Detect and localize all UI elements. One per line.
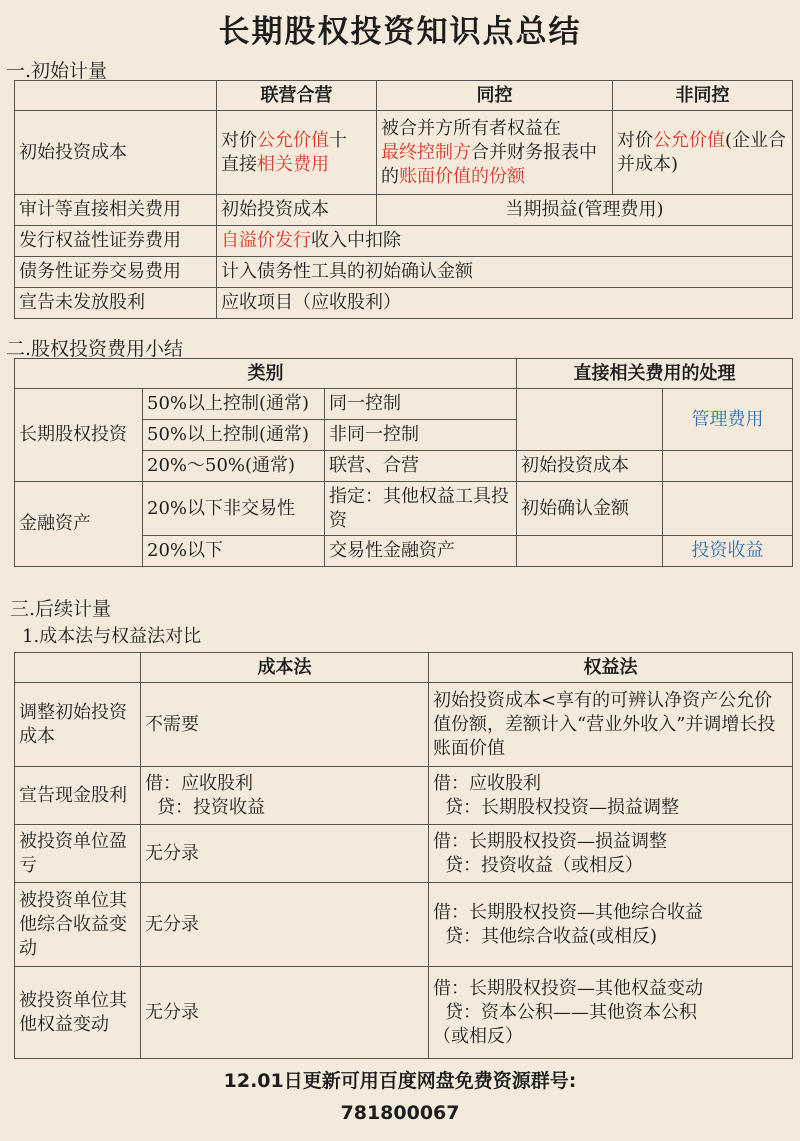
type-cell: 联营、合营 xyxy=(325,451,517,482)
header-cost-method: 成本法 xyxy=(141,653,429,683)
section1-heading: 一.初始计量 xyxy=(6,60,108,82)
cost-cell: 无分录 xyxy=(141,967,429,1059)
treat-mgmt-fee: 管理费用 xyxy=(663,389,793,451)
range-cell: 20%～50%(通常) xyxy=(143,451,325,482)
row-audit-label: 审计等直接相关费用 xyxy=(15,195,217,226)
footer-group-number: 781800067 xyxy=(340,1102,460,1124)
cell-audit-other: 当期损益(管理费用) xyxy=(377,195,793,226)
row-label: 被投资单位盈亏 xyxy=(15,825,141,883)
cell-non-same-initial: 对价公允价值(企业合并成本) xyxy=(613,111,793,195)
row-initial-cost-label: 初始投资成本 xyxy=(15,111,217,195)
equity-cell: 初始投资成本<享有的可辨认净资产公允价值份额，差额计入“营业外收入”并调增长投账面价值 xyxy=(429,683,793,767)
row-label: 宣告现金股利 xyxy=(15,767,141,825)
cell-equity-issue: 自溢价发行收入中扣除 xyxy=(217,226,793,257)
type-cell: 交易性金融资产 xyxy=(325,536,517,567)
header-same-control: 同控 xyxy=(377,81,613,111)
range-cell: 50%以上控制(通常) xyxy=(143,389,325,420)
section2-heading: 二.股权投资费用小结 xyxy=(6,338,184,360)
header-category: 类别 xyxy=(15,359,517,389)
type-cell: 同一控制 xyxy=(325,389,517,420)
page-title: 长期股权投资知识点总结 xyxy=(218,14,582,50)
cell-debt: 计入债务性工具的初始确认金额 xyxy=(217,257,793,288)
fee-summary-table xyxy=(14,358,793,567)
header-joint: 联营合营 xyxy=(217,81,377,111)
cost-cell: 不需要 xyxy=(141,683,429,767)
equity-cell: 借：长期股权投资—其他综合收益 贷：其他综合收益(或相反) xyxy=(429,883,793,967)
row-equity-issue-label: 发行权益性证券费用 xyxy=(15,226,217,257)
header-equity-method: 权益法 xyxy=(429,653,793,683)
section3-heading: 三.后续计量 xyxy=(10,598,112,620)
type-cell: 指定：其他权益工具投资 xyxy=(325,482,517,536)
type-cell: 非同一控制 xyxy=(325,420,517,451)
cell-same-control-initial: 被合并方所有者权益在 最终控制方合并财务报表中的账面价值的份额 xyxy=(377,111,613,195)
group-long-term-equity: 长期股权投资 xyxy=(15,389,143,482)
header-treatment: 直接相关费用的处理 xyxy=(517,359,793,389)
header-non-same-control: 非同控 xyxy=(613,81,793,111)
row-label: 被投资单位其他权益变动 xyxy=(15,967,141,1059)
cell-dividend: 应收项目（应收股利） xyxy=(217,288,793,319)
row-dividend-label: 宣告未发放股利 xyxy=(15,288,217,319)
equity-cell: 借：应收股利 贷：长期股权投资—损益调整 xyxy=(429,767,793,825)
cost-cell: 无分录 xyxy=(141,883,429,967)
cell-audit-joint: 初始投资成本 xyxy=(217,195,377,226)
cost-cell: 借：应收股利 贷：投资收益 xyxy=(141,767,429,825)
row-label: 调整初始投资成本 xyxy=(15,683,141,767)
equity-cell: 借：长期股权投资—损益调整 贷：投资收益（或相反） xyxy=(429,825,793,883)
cost-equity-table xyxy=(14,652,793,1059)
range-cell: 20%以下非交易性 xyxy=(143,482,325,536)
cost-cell: 无分录 xyxy=(141,825,429,883)
range-cell: 50%以上控制(通常) xyxy=(143,420,325,451)
section3-subheading: 1.成本法与权益法对比 xyxy=(22,626,202,647)
row-label: 被投资单位其他综合收益变动 xyxy=(15,883,141,967)
group-financial-assets: 金融资产 xyxy=(15,482,143,567)
row-debt-label: 债务性证券交易费用 xyxy=(15,257,217,288)
treat-initial-cost: 初始投资成本 xyxy=(517,451,663,482)
footer-line1: 12.01日更新可用百度网盘免费资源群号: xyxy=(223,1070,577,1092)
treat-invest-income: 投资收益 xyxy=(663,536,793,567)
treat-initial-recognition: 初始确认金额 xyxy=(517,482,663,536)
range-cell: 20%以下 xyxy=(143,536,325,567)
equity-cell: 借：长期股权投资—其他权益变动 贷：资本公积——其他资本公积 （或相反） xyxy=(429,967,793,1059)
initial-measurement-table xyxy=(14,80,793,319)
cell-joint-initial: 对价公允价值十 直接相关费用 xyxy=(217,111,377,195)
